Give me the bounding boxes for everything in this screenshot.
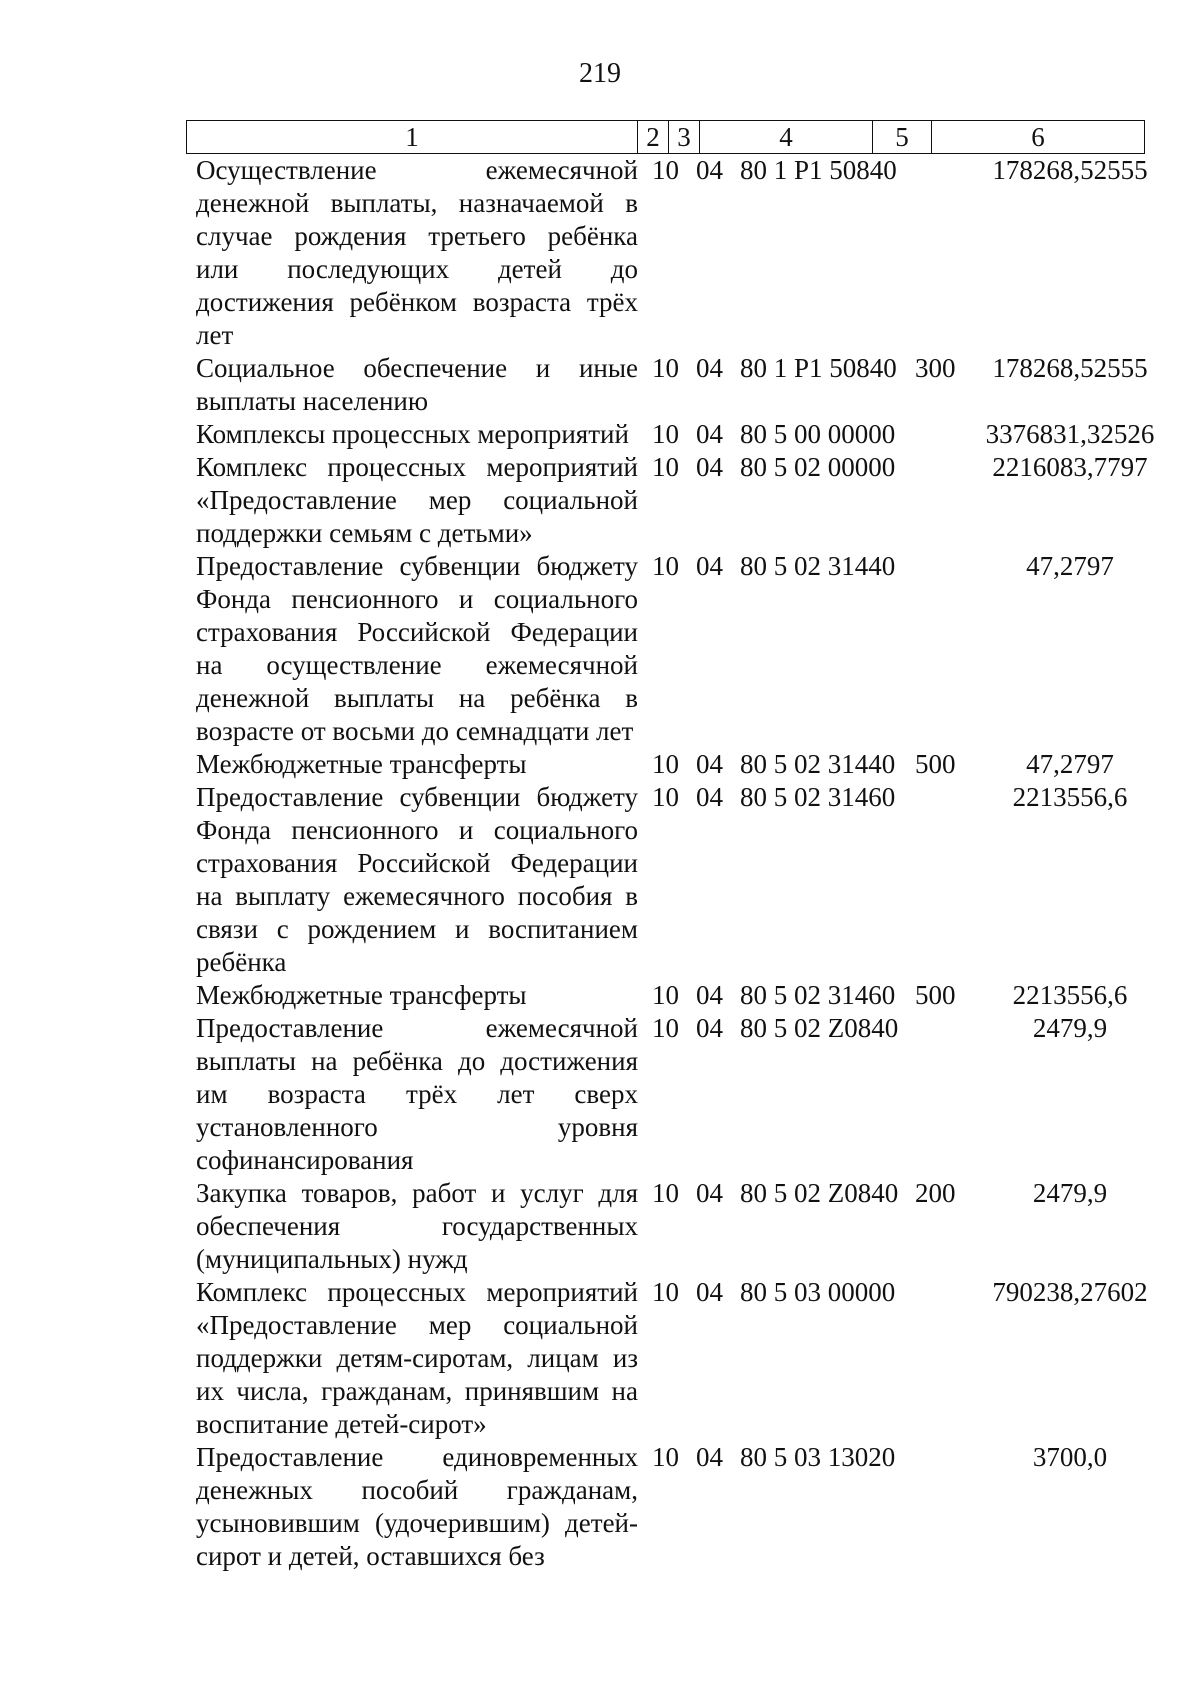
table-row — [0, 1177, 1200, 1276]
row-amount: 3376831,32526 — [985, 419, 1155, 449]
row-amount: 2213556,6 — [1012, 782, 1128, 812]
column-header-1: 1 — [187, 121, 638, 154]
row-section: 10 — [652, 1178, 679, 1208]
row-description: Предоставление субвенции бюджету Фонда пенсионного и социального страхования Российской Федерации на осуществление ежемесячной денежной выплаты на ребёнка в возрасте от восьми до семнадцати лет — [196, 551, 638, 746]
row-section: 10 — [652, 1277, 679, 1307]
column-header-row — [187, 121, 1145, 154]
row-target-code: 80 5 03 00000 — [740, 1277, 896, 1307]
row-amount: 178268,52555 — [992, 353, 1148, 383]
row-description: Предоставление единовременных денежных пособий гражданам, усыновившим (удочерившим) детей-сирот и детей, оставшихся без — [196, 1442, 638, 1571]
row-section: 10 — [652, 353, 679, 383]
row-section: 10 — [652, 155, 679, 185]
table-body — [0, 154, 1200, 1573]
row-description: Предоставление ежемесячной выплаты на ребёнка до достижения им возраста трёх лет сверх установленного уровня софинансирования — [196, 1013, 638, 1175]
column-header-4: 4 — [700, 121, 873, 154]
row-description: Комплексы процессных мероприятий — [196, 419, 629, 449]
row-target-code: 80 5 00 00000 — [740, 419, 896, 449]
row-target-code: 80 5 02 31440 — [740, 749, 896, 779]
table-row — [0, 1441, 1200, 1573]
row-expense-type: 200 — [915, 1178, 956, 1208]
row-section: 10 — [652, 1442, 679, 1472]
row-target-code: 80 5 02 Z0840 — [740, 1178, 899, 1208]
row-section: 10 — [652, 1013, 679, 1043]
row-expense-type: 500 — [915, 980, 956, 1010]
table-row — [0, 550, 1200, 748]
table-row — [0, 1276, 1200, 1441]
row-target-code: 80 5 02 Z0840 — [740, 1013, 899, 1043]
table-row — [0, 979, 1200, 1012]
row-section: 10 — [652, 782, 679, 812]
row-section: 10 — [652, 980, 679, 1010]
row-amount: 2479,9 — [1032, 1013, 1108, 1043]
row-amount: 2213556,6 — [1012, 980, 1128, 1010]
column-header-2: 2 — [638, 121, 669, 154]
row-description: Межбюджетные трансферты — [196, 749, 527, 779]
row-subsection: 04 — [696, 1277, 723, 1307]
row-description: Комплекс процессных мероприятий «Предоставление мер социальной поддержки семьям с детьми» — [196, 452, 638, 548]
row-subsection: 04 — [696, 452, 723, 482]
row-subsection: 04 — [696, 749, 723, 779]
row-subsection: 04 — [696, 353, 723, 383]
row-description: Межбюджетные трансферты — [196, 980, 527, 1010]
row-amount: 2479,9 — [1032, 1178, 1108, 1208]
column-header-3: 3 — [669, 121, 700, 154]
row-description: Социальное обеспечение и иные выплаты населению — [196, 353, 638, 416]
row-amount: 790238,27602 — [992, 1277, 1148, 1307]
column-header-table — [186, 120, 1145, 154]
table-row — [0, 352, 1200, 418]
row-subsection: 04 — [696, 1013, 723, 1043]
row-description: Предоставление субвенции бюджету Фонда пенсионного и социального страхования Российской Федерации на выплату ежемесячного пособия в связи с рождением и воспитанием ребёнка — [196, 782, 638, 977]
row-expense-type: 500 — [915, 749, 956, 779]
row-target-code: 80 5 02 00000 — [740, 452, 896, 482]
row-target-code: 80 5 03 13020 — [740, 1442, 896, 1472]
row-amount: 2216083,7797 — [992, 452, 1148, 482]
row-amount: 178268,52555 — [992, 155, 1148, 185]
row-amount: 47,2797 — [1026, 749, 1114, 779]
row-amount: 47,2797 — [1026, 551, 1114, 581]
page-number: 219 — [579, 58, 621, 89]
row-subsection: 04 — [696, 551, 723, 581]
row-target-code: 80 5 02 31460 — [740, 980, 896, 1010]
row-description: Осуществление ежемесячной денежной выплаты, назначаемой в случае рождения третьего ребёнка или последующих детей до достижения ребёнком возраста трёх лет — [196, 155, 638, 350]
row-subsection: 04 — [696, 782, 723, 812]
table-row — [0, 781, 1200, 979]
row-target-code: 80 5 02 31440 — [740, 551, 896, 581]
row-subsection: 04 — [696, 1178, 723, 1208]
table-row — [0, 748, 1200, 781]
row-subsection: 04 — [696, 155, 723, 185]
row-section: 10 — [652, 419, 679, 449]
row-section: 10 — [652, 551, 679, 581]
row-section: 10 — [652, 452, 679, 482]
row-section: 10 — [652, 749, 679, 779]
table-row — [0, 1012, 1200, 1177]
column-header-5: 5 — [873, 121, 932, 154]
row-expense-type: 300 — [915, 353, 956, 383]
table-row — [0, 418, 1200, 451]
table-row — [0, 154, 1200, 352]
row-target-code: 80 5 02 31460 — [740, 782, 896, 812]
row-description: Комплекс процессных мероприятий «Предоставление мер социальной поддержки детям-сиротам, лицам из их числа, гражданам, принявшим на воспитание детей-сирот» — [196, 1277, 638, 1439]
row-description: Закупка товаров, работ и услуг для обеспечения государственных (муниципальных) нужд — [196, 1178, 638, 1274]
column-header-6: 6 — [932, 121, 1145, 154]
table-row — [0, 451, 1200, 550]
row-subsection: 04 — [696, 1442, 723, 1472]
row-subsection: 04 — [696, 980, 723, 1010]
row-target-code: 80 1 P1 50840 — [740, 353, 897, 383]
row-target-code: 80 1 P1 50840 — [740, 155, 897, 185]
row-amount: 3700,0 — [1032, 1442, 1108, 1472]
row-subsection: 04 — [696, 419, 723, 449]
